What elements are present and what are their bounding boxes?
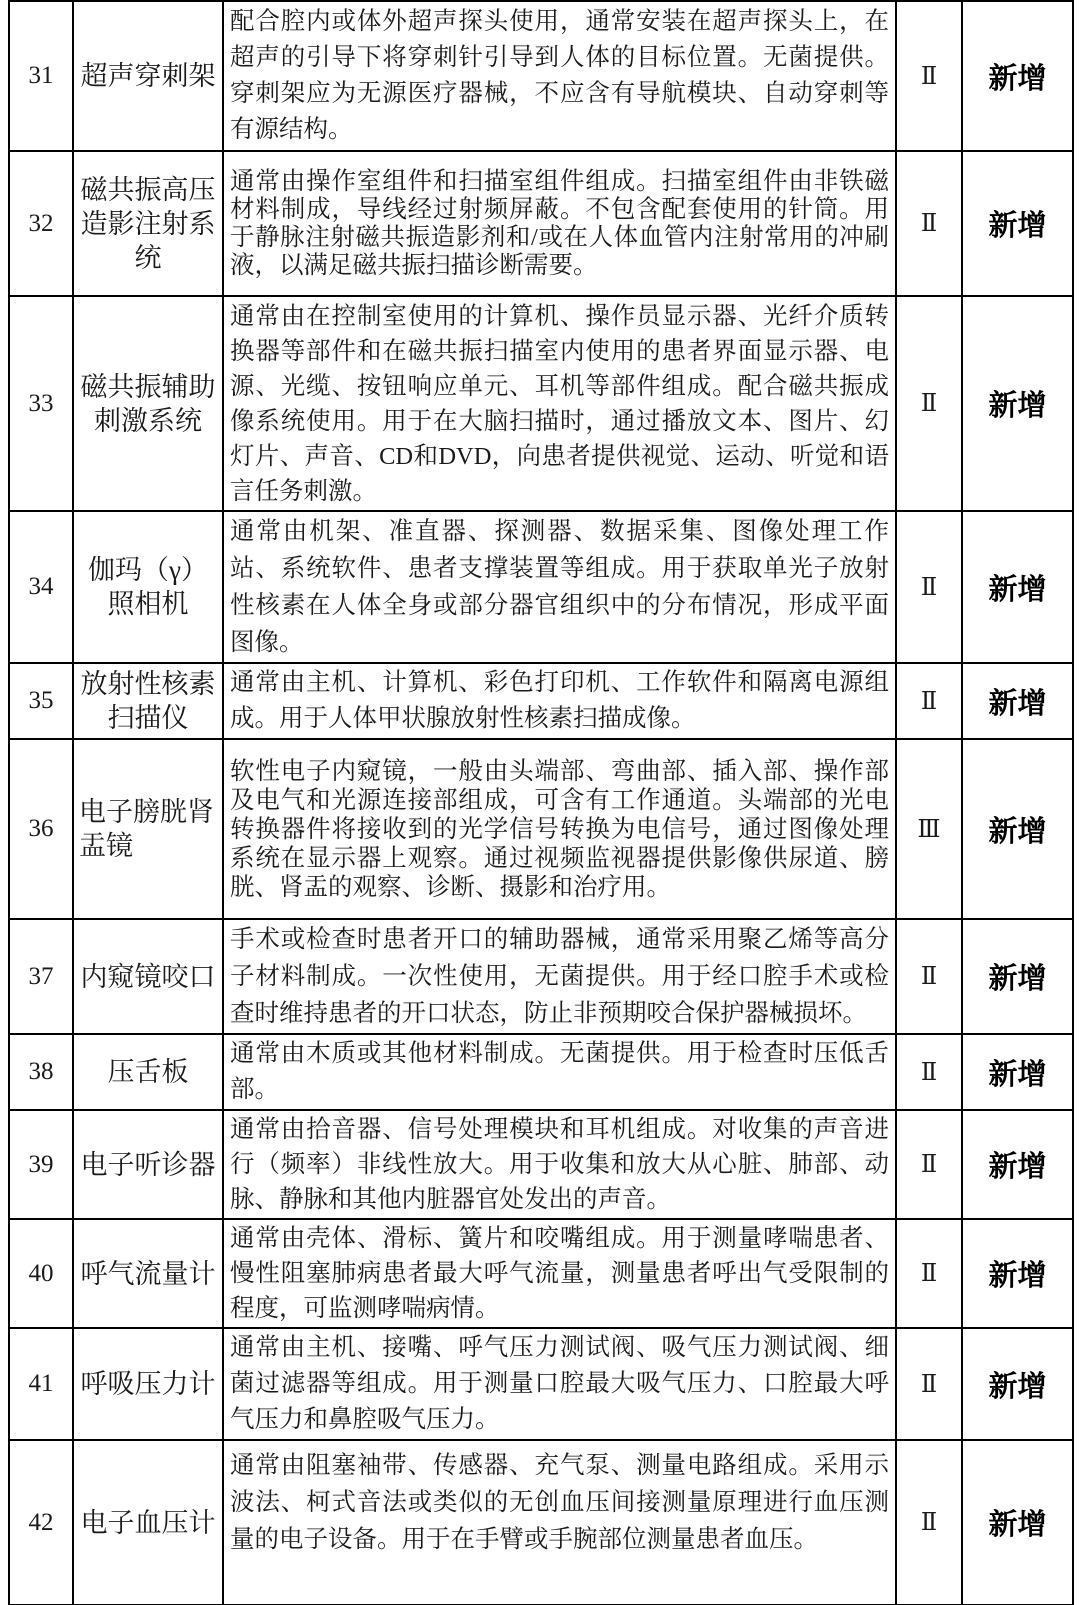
row-number-cell: 36	[9, 739, 73, 919]
row-number-cell: 32	[9, 151, 73, 296]
device-name-cell: 电子血压计	[73, 1440, 223, 1605]
row-number-cell: 41	[9, 1328, 73, 1440]
device-description-cell: 通常由在控制室使用的计算机、操作员显示器、光纤介质转换器等部件和在磁共振扫描室内使用的患者界面显示器、电源、光缆、按钮响应单元、耳机等部件组成。配合磁共振成像系统使用。用于在大脑扫描时，通过播放文本、图片、幻灯片、声音、CD和DVD，向患者提供视觉、运动、听觉和语言任务刺激。	[223, 296, 896, 511]
table-row	[9, 1034, 1073, 1110]
status-cell: 新增	[962, 296, 1073, 511]
device-description-cell: 通常由主机、接嘴、呼气压力测试阀、吸气压力测试阀、细菌过滤器等组成。用于测量口腔最大吸气压力、口腔最大呼气压力和鼻腔吸气压力。	[223, 1328, 896, 1440]
row-number-cell: 40	[9, 1219, 73, 1328]
device-class-cell: Ⅱ	[896, 663, 962, 739]
table-row	[9, 1219, 1073, 1328]
device-description-cell: 通常由主机、计算机、彩色打印机、工作软件和隔离电源组成。用于人体甲状腺放射性核素扫描成像。	[223, 663, 896, 739]
table-row	[9, 739, 1073, 919]
table-row	[9, 151, 1073, 296]
table-row	[9, 1328, 1073, 1440]
device-class-cell: Ⅱ	[896, 1328, 962, 1440]
device-class-cell: Ⅱ	[896, 296, 962, 511]
row-number-cell: 37	[9, 919, 73, 1034]
device-class-cell: Ⅱ	[896, 1110, 962, 1219]
device-class-cell: Ⅱ	[896, 1440, 962, 1605]
device-name-cell: 电子听诊器	[73, 1110, 223, 1219]
status-cell: 新增	[962, 919, 1073, 1034]
table-row	[9, 1, 1073, 151]
device-class-cell: Ⅱ	[896, 511, 962, 663]
row-number-cell: 42	[9, 1440, 73, 1605]
table-row	[9, 919, 1073, 1034]
device-name-cell: 磁共振高压造影注射系统	[73, 151, 223, 296]
device-name-cell: 磁共振辅助刺激系统	[73, 296, 223, 511]
device-description-cell: 通常由机架、准直器、探测器、数据采集、图像处理工作站、系统软件、患者支撑装置等组成。用于获取单光子放射性核素在人体全身或部分器官组织中的分布情况，形成平面图像。	[223, 511, 896, 663]
device-description-cell: 配合腔内或体外超声探头使用，通常安装在超声探头上，在超声的引导下将穿刺针引导到人体的目标位置。无菌提供。穿刺架应为无源医疗器械，不应含有导航模块、自动穿刺等有源结构。	[223, 1, 896, 151]
device-description-cell: 通常由阻塞袖带、传感器、充气泵、测量电路组成。采用示波法、柯式音法或类似的无创血压间接测量原理进行血压测量的电子设备。用于在手臂或手腕部位测量患者血压。	[223, 1440, 896, 1605]
device-name-cell: 放射性核素扫描仪	[73, 663, 223, 739]
device-description-cell: 通常由操作室组件和扫描室组件组成。扫描室组件由非铁磁材料制成，导线经过射频屏蔽。不包含配套使用的针筒。用于静脉注射磁共振造影剂和/或在人体血管内注射常用的冲刷液，以满足磁共振扫描诊断需要。	[223, 151, 896, 296]
status-cell: 新增	[962, 739, 1073, 919]
device-name-cell: 伽玛（γ）照相机	[73, 511, 223, 663]
status-cell: 新增	[962, 1034, 1073, 1110]
device-class-cell: Ⅱ	[896, 1219, 962, 1328]
table-row	[9, 1440, 1073, 1605]
device-name-cell: 呼气流量计	[73, 1219, 223, 1328]
status-cell: 新增	[962, 1328, 1073, 1440]
device-description-cell: 通常由拾音器、信号处理模块和耳机组成。对收集的声音进行（频率）非线性放大。用于收集和放大从心脏、肺部、动脉、静脉和其他内脏器官处发出的声音。	[223, 1110, 896, 1219]
device-class-cell: Ⅱ	[896, 919, 962, 1034]
device-class-cell: Ⅱ	[896, 151, 962, 296]
device-description-cell: 软性电子内窥镜，一般由头端部、弯曲部、插入部、操作部及电气和光源连接部组成，可含有工作通道。头端部的光电转换器件将接收到的光学信号转换为电信号，通过图像处理系统在显示器上观察。通过视频监视器提供影像供尿道、膀胱、肾盂的观察、诊断、摄影和治疗用。	[223, 739, 896, 919]
device-name-cell: 呼吸压力计	[73, 1328, 223, 1440]
status-cell: 新增	[962, 1110, 1073, 1219]
table-row	[9, 1110, 1073, 1219]
table-row	[9, 511, 1073, 663]
status-cell: 新增	[962, 663, 1073, 739]
status-cell: 新增	[962, 1440, 1073, 1605]
table-row	[9, 296, 1073, 511]
device-description-cell: 通常由壳体、滑标、簧片和咬嘴组成。用于测量哮喘患者、慢性阻塞肺病患者最大呼气流量，测量患者呼出气受限制的程度，可监测哮喘病情。	[223, 1219, 896, 1328]
medical-device-table	[8, 0, 1074, 1605]
row-number-cell: 35	[9, 663, 73, 739]
row-number-cell: 38	[9, 1034, 73, 1110]
status-cell: 新增	[962, 1219, 1073, 1328]
row-number-cell: 39	[9, 1110, 73, 1219]
device-name-cell: 电子膀胱肾盂镜	[73, 739, 223, 919]
device-description-cell: 通常由木质或其他材料制成。无菌提供。用于检查时压低舌部。	[223, 1034, 896, 1110]
device-class-cell: Ⅲ	[896, 739, 962, 919]
row-number-cell: 33	[9, 296, 73, 511]
device-name-cell: 超声穿刺架	[73, 1, 223, 151]
device-description-cell: 手术或检查时患者开口的辅助器械，通常采用聚乙烯等高分子材料制成。一次性使用，无菌提供。用于经口腔手术或检查时维持患者的开口状态，防止非预期咬合保护器械损坏。	[223, 919, 896, 1034]
device-class-cell: Ⅱ	[896, 1, 962, 151]
status-cell: 新增	[962, 511, 1073, 663]
device-name-cell: 内窥镜咬口	[73, 919, 223, 1034]
device-class-cell: Ⅱ	[896, 1034, 962, 1110]
status-cell: 新增	[962, 1, 1073, 151]
row-number-cell: 34	[9, 511, 73, 663]
status-cell: 新增	[962, 151, 1073, 296]
row-number-cell: 31	[9, 1, 73, 151]
device-name-cell: 压舌板	[73, 1034, 223, 1110]
table-row	[9, 663, 1073, 739]
